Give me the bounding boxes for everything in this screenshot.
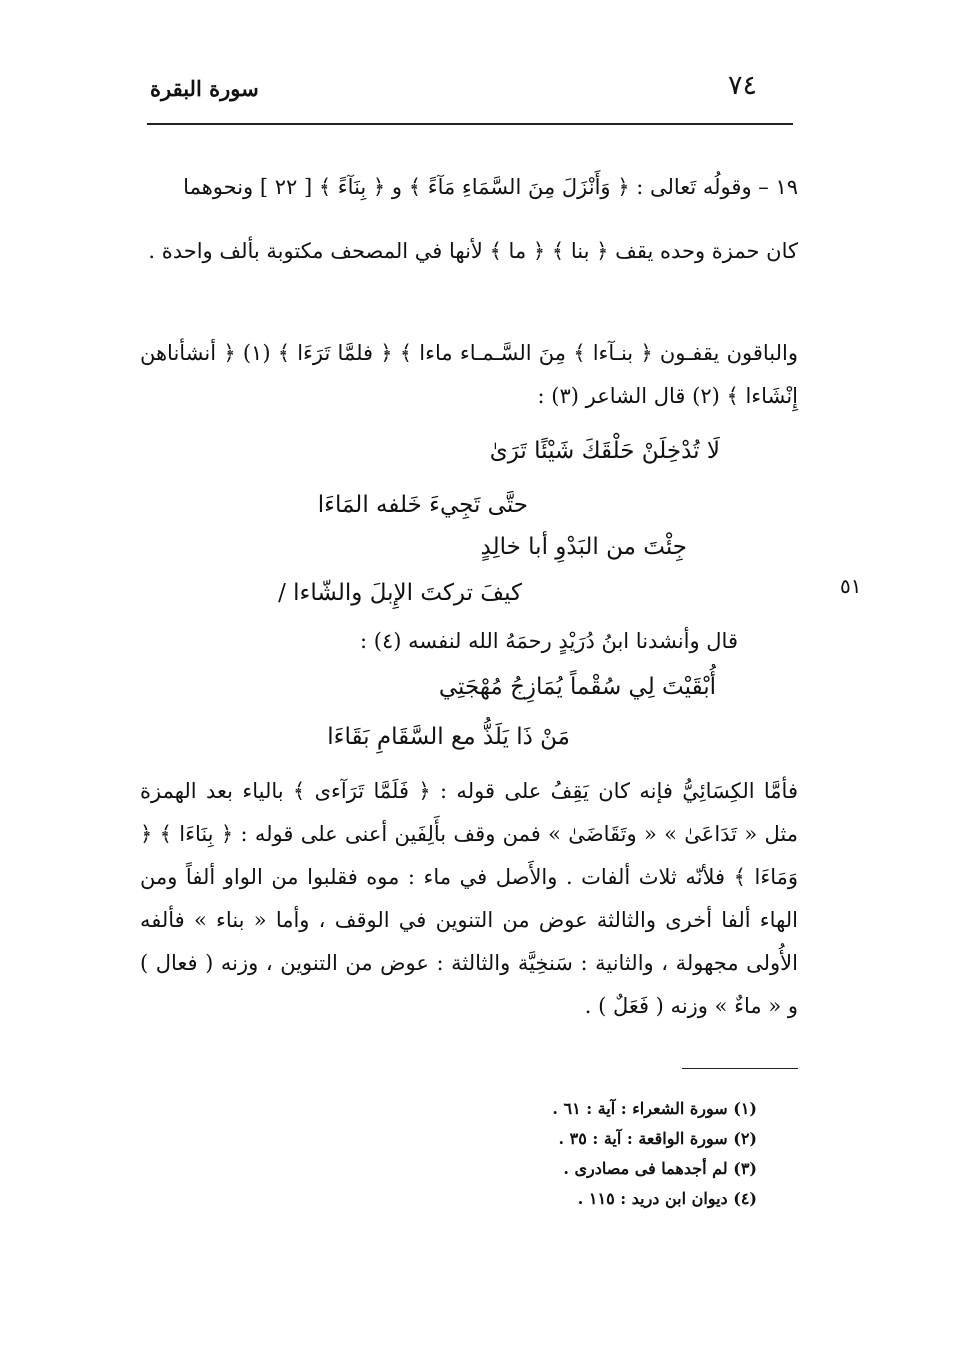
verse-line-3: جِئْتَ من البَدْوِ أبا خالِدٍ — [480, 534, 687, 560]
paragraph-5: فأمَّا الكِسَائِيُّ فإنه كان يَقِفُ على قوله : ﴿ فَلَمَّا تَرَآءى ﴾ بالياء بعد الهمزة مثل « تَدَاعَىٰ » « وتَقَاضَىٰ » فمن وقف بأَلِفَين أعنى على قوله : ﴿ بِنَاءَا ﴾ ﴿ وَمَاءَا ﴾ فلأنّه ثلاث ألفات . والأَصل في ماء : موه فقلبوا من الواو ألفاً ومن الهاء ألفا أخرى والثالثة عوض من التنوين في الوقف ، وأما « بناء » فألفه الأُولى مجهولة ، والثانية : سَنخِيَّة والثالثة : عوض من التنوين ، وزنه ( فعال ) و « ماءٌ » وزنه ( فَعَلٌ ) . — [140, 779, 798, 1018]
verse-line-6: مَنْ ذَا يَلَذُّ مع السَّقَامِ بَقَاءَا — [327, 724, 570, 750]
paragraph-1: ١٩ – وقولُه تَعالى : ﴿ وَأَنْزَلَ مِنَ السَّمَاءِ مَآءً ﴾ و ﴿ بِنَآءً ﴾ [ ٢٢ ] ونحوهما — [183, 175, 798, 199]
footnote-3: (٣) لم أجدهما فى مصادرى . — [563, 1159, 757, 1178]
verse-line-2: حتَّى تَجِيءَ خَلفه المَاءَا — [317, 492, 528, 518]
footnote-1: (١) سورة الشعراء : آية : ٦١ . — [552, 1099, 757, 1118]
paragraph-2: كان حمزة وحده يقف ﴿ بنا ﴾ ﴿ ما ﴾ لأنها في المصحف مكتوبة بألف واحدة . — [148, 239, 798, 263]
verse-line-4: كيفَ تركتَ الإِبلَ والشّاءا / — [278, 580, 522, 606]
paragraph-3: والباقون يقفـون ﴿ بنـآءا ﴾ مِنَ السَّـمـاء ماءا ﴾ ﴿ فلمَّا تَرَءَا ﴾ (١) ﴿ أنشأناهن إِنْشَاءا ﴾ (٢) قال الشاعر (٣) : — [140, 341, 798, 408]
footnote-2: (٢) سورة الواقعة : آية : ٣٥ . — [558, 1129, 757, 1148]
footnote-4: (٤) ديوان ابن دريد : ١١٥ . — [577, 1189, 757, 1208]
verse-line-1: لَا تُدْخِلَنْ حَلْقَكَ شَيْئًا تَرَىٰ — [489, 438, 720, 464]
running-title: سورة البقرة — [150, 76, 259, 101]
verse-line-5: أُبْقَيْتَ لِي سُقْماً يُمَازِجُ مُهْجَتِي — [438, 674, 716, 700]
header-rule — [147, 123, 793, 125]
page-number: ٧٤ — [728, 70, 758, 101]
margin-number: ٥١ — [840, 574, 862, 598]
paragraph-4: قال وأنشدنا ابنُ دُرَيْدٍ رحمَهُ الله لنفسه (٤) : — [359, 629, 738, 653]
footnote-rule — [682, 1068, 798, 1069]
